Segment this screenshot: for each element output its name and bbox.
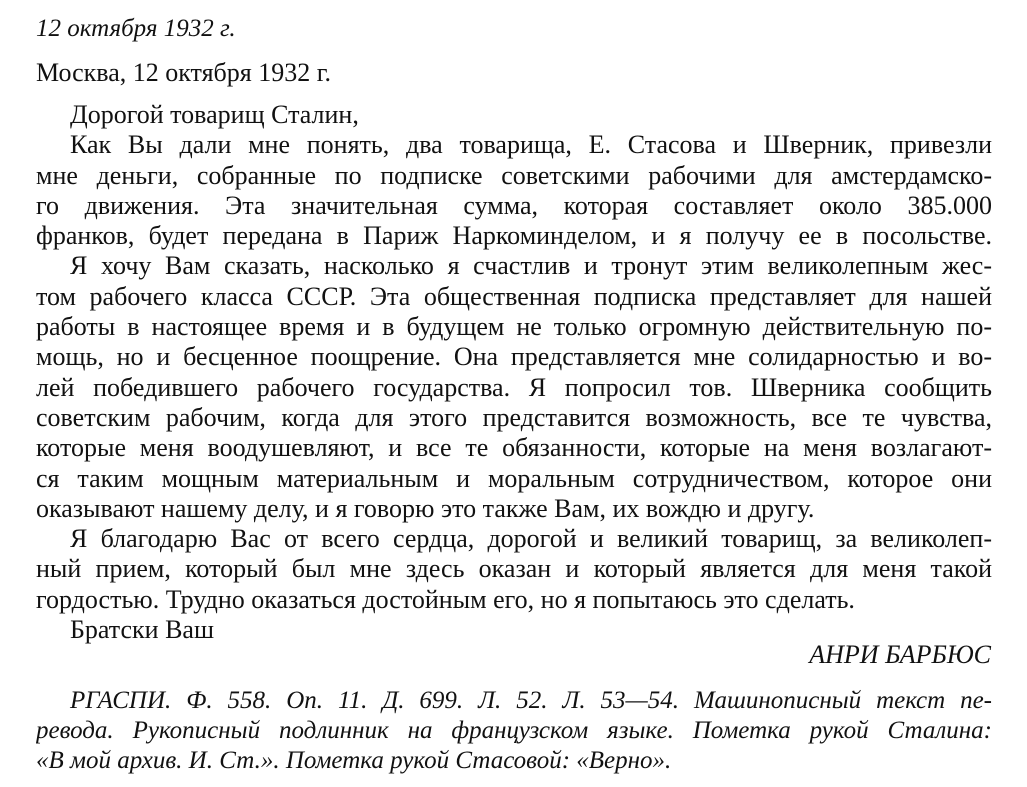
letter-body [36,100,992,645]
document-date-header: 12 октября 1932 г. [36,15,236,42]
archive-note-line: ревода. Рукописный подлинник на французском языке. Пометка рукой Сталина: [36,717,992,744]
letter-line: мне деньги, собранные по подписке советскими рабочими для амстердамско- [36,160,992,190]
letter-place-date: Москва, 12 октября 1932 г. [36,58,331,87]
archive-note-line: «В мой архив. И. Ст.». Пометка рукой Стасовой: «Верно». [36,747,672,774]
letter-line: советским рабочим, когда для этого представится возможность, все те чувства, [36,402,992,432]
letter-signature: АНРИ БАРБЮС [809,640,991,669]
letter-line: работы в настоящее время и в будущем не только огромную действительную по- [36,312,992,342]
letter-line: ный прием, который был мне здесь оказан и который является для меня такой [36,554,992,584]
letter-greeting: Дорогой товарищ Сталин, [70,100,359,129]
letter-line: том рабочего класса СССР. Эта общественная подписка представляет для нашей [36,281,992,311]
letter-line: ся таким мощным материальным и моральным сотрудничеством, которое они [36,463,992,493]
letter-line: франков, будет передана в Париж Наркоминделом, и я получу ее в посольстве. [36,221,992,251]
letter-line: мощь, но и бесценное поощрение. Она представляется мне солидарностью и во- [36,342,992,372]
archive-note [36,686,992,776]
letter-line: оказывают нашему делу, и я говорю это также Вам, их вождю и другу. [36,493,815,523]
letter-line: го движения. Эта значительная сумма, которая составляет около 385.000 [36,190,992,220]
letter-line: гордостью. Трудно оказаться достойным его, но я попытаюсь это сделать. [36,584,855,614]
letter-line: лей победившего рабочего государства. Я попросил тов. Шверника сообщить [36,372,992,402]
letter-line: Как Вы дали мне понять, два товарища, Е. Стасова и Шверник, привезли [70,130,992,160]
letter-line: Я благодарю Вас от всего сердца, дорогой и великий товарищ, за великолеп- [70,524,992,554]
letter-line: Я хочу Вам сказать, насколько я счастлив и тронут этим великолепным жес- [70,251,992,281]
letter-line: которые меня воодушевляют, и все те обязанности, которые на меня возлагают- [36,433,992,463]
archive-note-line: РГАСПИ. Ф. 558. Оп. 11. Д. 699. Л. 52. Л. 53—54. Машинописный текст пе- [70,687,992,714]
letter-closing: Братски Ваш [70,615,214,645]
